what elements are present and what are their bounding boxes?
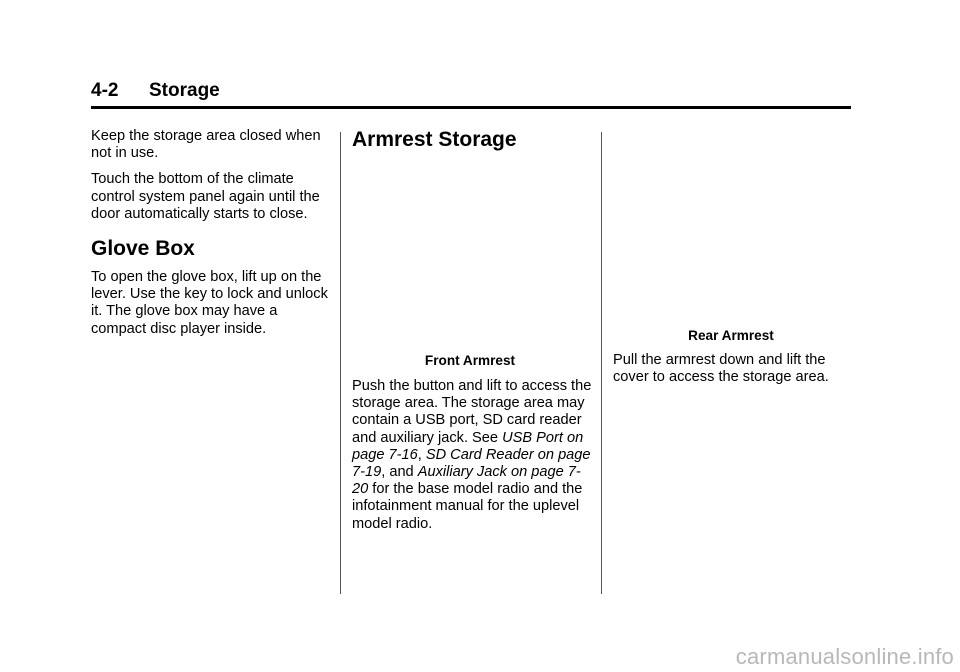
section-title: Storage — [149, 80, 220, 101]
front-armrest-image — [352, 160, 588, 346]
heading-armrest-storage: Armrest Storage — [352, 128, 517, 151]
link-usb-port[interactable]: USB Port on page 7-16 — [352, 429, 584, 463]
paragraph-glove-box: To open the glove box, lift up on the lever. Use the key to lock and unlock it. The glove box may have a compact disc player inside. — [91, 269, 328, 337]
column-divider-1 — [340, 132, 341, 594]
paragraph-climate-panel: Touch the bottom of the climate control system panel again until the door automatically starts to close. — [91, 171, 320, 222]
column-divider-2 — [601, 132, 602, 594]
front-armrest-text — [352, 378, 592, 542]
paragraph-rear-armrest: Pull the armrest down and lift the cover to access the storage area. — [613, 352, 829, 386]
paragraph-storage-closed: Keep the storage area closed when not in use. — [91, 128, 321, 162]
page-number: 4-2 — [91, 80, 119, 101]
column-2 — [352, 128, 592, 160]
page-header — [91, 80, 851, 109]
rear-armrest-image — [613, 132, 849, 318]
watermark-text: carmanualsonline.info — [735, 644, 954, 669]
rear-armrest-text — [613, 352, 853, 395]
paragraph-front-armrest: Push the button and lift to access the storage area. The storage area may contain a USB port, SD card reader and auxiliary jack. See USB Port on page 7-16, SD Card Reader on page 7-19, and Auxiliary Jack on page 7-20 for the base model radio and the infotainment manual for the uplevel model radio. — [352, 378, 592, 532]
link-auxiliary-jack[interactable]: Auxiliary Jack on page 7-20 — [352, 464, 581, 498]
link-sd-card-reader[interactable]: SD Card Reader on page 7-19 — [352, 446, 591, 481]
caption-rear-armrest: Rear Armrest — [688, 328, 774, 343]
caption-front-armrest: Front Armrest — [424, 353, 516, 368]
heading-glove-box: Glove Box — [91, 237, 195, 261]
column-1 — [91, 128, 331, 347]
